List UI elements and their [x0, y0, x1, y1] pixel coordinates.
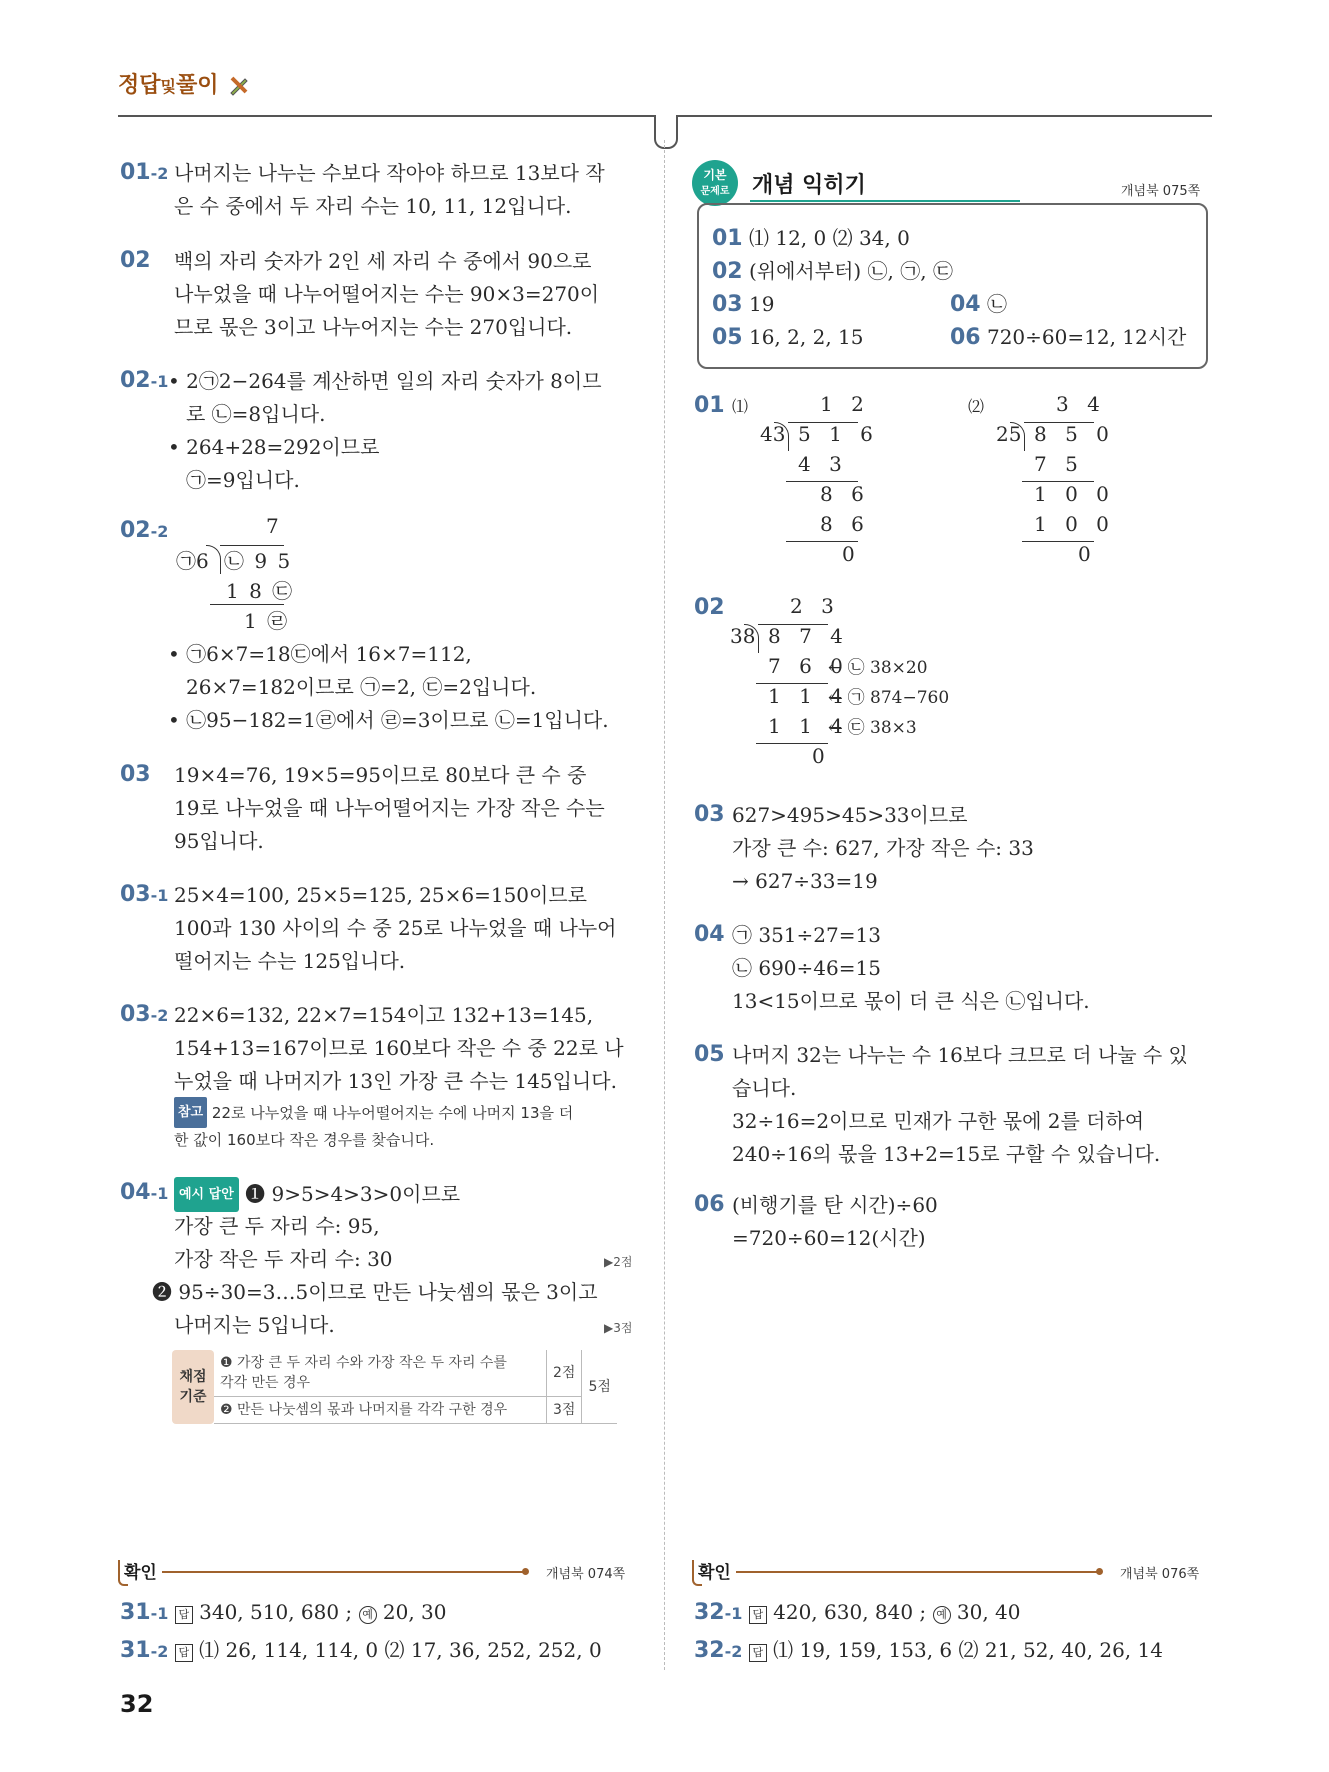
r-q02-dividend: 8 7 4 [768, 624, 849, 648]
criteria-total-points: 5점 [582, 1350, 617, 1424]
q03-2-line3: 누었을 때 나머지가 13인 가장 큰 수는 145입니다. [174, 1069, 617, 1093]
r-q06-line1: (비행기를 탄 시간)÷60 [732, 1193, 938, 1217]
box-row-05: 05 16, 2, 2, 15 [712, 325, 864, 350]
q02-2-quotient: 7 [266, 514, 285, 538]
header-rule-right [672, 115, 1212, 117]
q03-line3: 95입니다. [174, 829, 264, 853]
q03-1-line3: 떨어지는 수는 125입니다. [174, 949, 406, 973]
example-mark-icon: 예 [359, 1606, 377, 1624]
section-title: 개념 익히기 [752, 173, 866, 198]
r-q05-line1: 나머지 32는 나누는 수 16보다 크므로 더 나눌 수 있 [732, 1043, 1188, 1067]
q03-2-line2: 154+13=167이므로 160보다 작은 수 중 22로 나 [174, 1036, 624, 1060]
column-divider [664, 140, 665, 1670]
r-q01-number: 01 [694, 393, 725, 418]
check-left-row1: 31-1 답 340, 510, 680 ; 예 20, 30 [120, 1600, 447, 1625]
r-q02-quotient: 2 3 [790, 594, 840, 618]
q04-1-line2: 가장 큰 두 자리 수: 95, [174, 1214, 380, 1238]
q02-2-line2: 26×7=182이므로 ㉠=2, ㉢=2입니다. [186, 675, 537, 699]
q02-1-number: 02-1 [120, 368, 169, 393]
r-q03-line2: 가장 큰 수: 627, 가장 작은 수: 33 [732, 836, 1034, 860]
r-q03-number: 03 [694, 802, 725, 827]
q04-1-line3: 가장 작은 두 자리 수: 30 [174, 1247, 393, 1271]
q02-2-divisor: ㉠6 [176, 549, 209, 573]
r-q01-a-sub2: 8 6 [820, 512, 870, 536]
q01-2-number: 01-2 [120, 160, 169, 185]
answer-mark-icon: 답 [175, 1644, 193, 1662]
r-q01-a-divisor: 43 [760, 422, 786, 446]
check-right-row2: 32-2 답 ⑴ 19, 159, 153, 6 ⑵ 21, 52, 40, 26, 14 [694, 1638, 1163, 1663]
criteria-1-points: 2점 [547, 1350, 582, 1397]
r-q05-line3: 32÷16=2이므로 민재가 구한 몫에 2를 더하여 [732, 1109, 1145, 1133]
r-q01-b-label: ⑵ [968, 397, 985, 416]
q02-2-division-bracket [206, 545, 221, 574]
q02-1-line4: ㉠=9입니다. [186, 468, 300, 492]
q02-1-line3: • 264+28=292이므로 [168, 435, 380, 459]
r-q04-line3: 13<15이므로 몫이 더 큰 식은 ㉡입니다. [732, 989, 1090, 1013]
r-q01-b-sub1: 7 5 [1034, 452, 1084, 476]
q04-1-points-1: ▶2점 [604, 1255, 633, 1269]
r-q03-line1: 627>495>45>33이므로 [732, 803, 968, 827]
r-q02-note1: ← ㉡ 38×20 [828, 658, 928, 678]
q02-2-line3: • ㉡95−182=1㉣에서 ㉣=3이므로 ㉡=1입니다. [168, 708, 609, 732]
q03-number: 03 [120, 762, 151, 787]
check-bracket-left [118, 1560, 128, 1586]
r-q04-line1: ㉠ 351÷27=13 [732, 923, 881, 947]
r-q06-line2: =720÷60=12(시간) [732, 1226, 926, 1250]
r-q05-line4: 240÷16의 몫을 13+2=15로 구할 수 있습니다. [732, 1142, 1161, 1166]
box-row-02: 02 (위에서부터) ㉡, ㉠, ㉢ [712, 259, 953, 284]
r-q02-divisor: 38 [730, 624, 756, 648]
pencil-ruler-icon [228, 74, 250, 96]
check-right-row1: 32-1 답 420, 630, 840 ; 예 30, 40 [694, 1600, 1021, 1625]
box-row-01: 01 ⑴ 12, 0 ⑵ 34, 0 [712, 226, 910, 251]
r-q05-number: 05 [694, 1042, 725, 1067]
page-header-title: 정답및풀이 [118, 68, 250, 99]
q01-2-line1: 나머지는 나누는 수보다 작아야 하므로 13보다 작 [174, 161, 605, 185]
r-q02-rem2: 0 [812, 744, 831, 768]
scoring-criteria-table [172, 1350, 617, 1424]
q04-1-line1: 예시 답안 ❶ 9>5>4>3>0이므로 [174, 1177, 460, 1212]
q04-1-line4: ❷ 95÷30=3…5이므로 만든 나눗셈의 몫은 3이고 [152, 1280, 598, 1304]
check-ref-left: 개념북 074쪽 [546, 1567, 626, 1582]
check-label-left: 확인 [124, 1563, 157, 1583]
q02-line1: 백의 자리 숫자가 2인 세 자리 수 중에서 90으로 [174, 249, 592, 273]
r-q01-b-rem1: 1 0 0 [1034, 482, 1115, 506]
q04-1-line5: 나머지는 5입니다. [174, 1313, 335, 1337]
header-notch [654, 115, 678, 149]
example-mark-icon: 예 [933, 1606, 951, 1624]
q01-2-line2: 은 수 중에서 두 자리 수는 10, 11, 12입니다. [174, 194, 572, 218]
answer-mark-icon: 답 [749, 1644, 767, 1662]
answer-mark-icon: 답 [749, 1606, 767, 1624]
q02-2-remainder: 1 ㉣ [244, 609, 290, 633]
r-q02-bracket [744, 624, 759, 653]
criteria-2-points: 3점 [547, 1397, 582, 1424]
r-q01-a-rem1: 8 6 [820, 482, 870, 506]
box-row-06: 06 720÷60=12, 12시간 [950, 325, 1187, 350]
r-q01-b-sub2: 1 0 0 [1034, 512, 1115, 536]
r-q02-rem1: 1 1 4 [768, 684, 849, 708]
q03-2-note-line1: 참고 22로 나누었을 때 나누어떨어지는 수에 나머지 13을 더 [174, 1097, 573, 1128]
check-bracket-right [692, 1560, 702, 1586]
r-q01-b-rem2: 0 [1078, 542, 1097, 566]
example-answer-tag: 예시 답안 [174, 1177, 239, 1212]
q02-line2: 나누었을 때 나누어떨어지는 수는 90×3=270이 [174, 282, 600, 306]
section-reference: 개념북 075쪽 [1121, 184, 1201, 199]
q03-2-number: 03-2 [120, 1002, 169, 1027]
q04-1-number: 04-1 [120, 1180, 169, 1205]
r-q01-b-bracket [1010, 422, 1025, 451]
r-q02-note3: ← ㉢ 38×3 [828, 718, 917, 738]
check-label-right: 확인 [698, 1563, 731, 1583]
criteria-header: 채점 기준 [172, 1350, 214, 1424]
r-q02-number: 02 [694, 595, 725, 620]
q02-1-line1: • 2㉠2−264를 계산하면 일의 자리 숫자가 8이므 [168, 369, 602, 393]
r-q01-b-quotient: 3 4 [1056, 392, 1106, 416]
q02-2-subtrahend: 1 8 ㉢ [226, 579, 295, 603]
q03-line1: 19×4=76, 19×5=95이므로 80보다 큰 수 중 [174, 763, 587, 787]
q02-1-line2: 로 ㉡=8입니다. [186, 402, 326, 426]
q03-2-line1: 22×6=132, 22×7=154이고 132+13=145, [174, 1003, 594, 1027]
r-q04-number: 04 [694, 922, 725, 947]
r-q01-b-dividend: 8 5 0 [1034, 422, 1115, 446]
r-q02-sub2: 1 1 4 [768, 714, 849, 738]
check-ref-right: 개념북 076쪽 [1120, 1567, 1200, 1582]
r-q01-a-rem2: 0 [842, 542, 861, 566]
basic-problem-badge: 기본 문제로 [692, 160, 738, 206]
header-rule-left [118, 115, 656, 117]
r-q03-line3: → 627÷33=19 [732, 869, 878, 893]
r-q04-line2: ㉡ 690÷46=15 [732, 956, 881, 980]
q03-2-note-line2: 한 값이 160보다 작은 경우를 찾습니다. [174, 1131, 435, 1149]
q02-2-dividend: ㉡ 9 5 [224, 549, 293, 573]
answer-mark-icon: 답 [175, 1606, 193, 1624]
r-q01-a-dividend: 5 1 6 [798, 422, 879, 446]
q03-1-number: 03-1 [120, 882, 169, 907]
r-q01-a-sub1: 4 3 [798, 452, 848, 476]
section-title-underline [750, 200, 1020, 202]
box-row-04: 04 ㉡ [950, 292, 1007, 317]
r-q02-sub1: 7 6 0 [768, 654, 849, 678]
q03-1-line2: 100과 130 사이의 수 중 25로 나누었을 때 나누어 [174, 916, 617, 940]
r-q01-a-quotient: 1 2 [820, 392, 870, 416]
check-line-right [736, 1571, 1098, 1573]
page-number: 32 [120, 1690, 154, 1718]
r-q01-a-label: ⑴ [732, 397, 749, 416]
q03-line2: 19로 나누었을 때 나누어떨어지는 가장 작은 수는 [174, 796, 605, 820]
r-q01-b-divisor: 25 [996, 422, 1022, 446]
reference-tag: 참고 [174, 1097, 207, 1128]
r-q06-number: 06 [694, 1192, 725, 1217]
q04-1-points-2: ▶3점 [604, 1321, 633, 1335]
r-q02-note2: ← ㉠ 874−760 [828, 688, 950, 708]
check-dot-left [522, 1568, 529, 1575]
check-left-row2: 31-2 답 ⑴ 26, 114, 114, 0 ⑵ 17, 36, 252, 252, 0 [120, 1638, 602, 1663]
r-q01-a-bracket [774, 422, 789, 451]
criteria-2: ❷ 만든 나눗셈의 몫과 나머지를 각각 구한 경우 [214, 1397, 547, 1424]
q02-2-number: 02-2 [120, 518, 169, 543]
q02-line3: 므로 몫은 3이고 나누어지는 수는 270입니다. [174, 315, 573, 339]
r-q05-line2: 습니다. [732, 1076, 797, 1100]
criteria-1: ❶ 가장 큰 두 자리 수와 가장 작은 두 자리 수를 각각 만든 경우 [214, 1350, 547, 1397]
box-row-03: 03 19 [712, 292, 775, 317]
check-dot-right [1096, 1568, 1103, 1575]
check-line-left [162, 1571, 524, 1573]
q02-number: 02 [120, 248, 151, 273]
q03-1-line1: 25×4=100, 25×5=125, 25×6=150이므로 [174, 883, 587, 907]
q02-2-line1: • ㉠6×7=18㉢에서 16×7=112, [168, 642, 472, 666]
